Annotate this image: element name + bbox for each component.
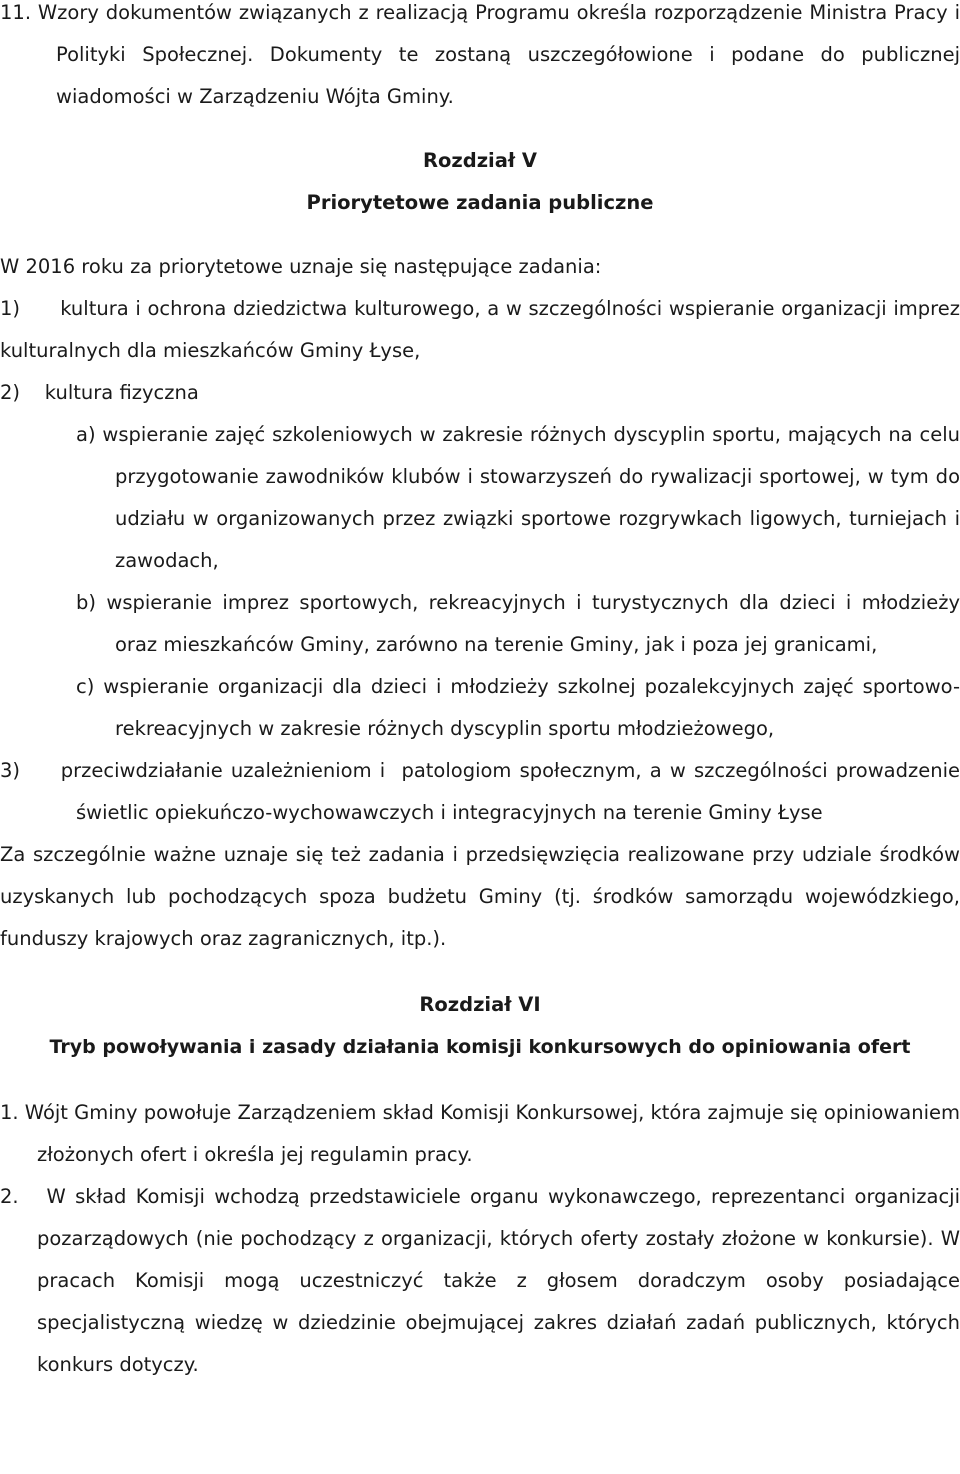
priority-item-2b: b) wspieranie imprez sportowych, rekreacyjnych i turystycznych dla dzieci i młodzieży oraz mieszkańców Gminy, zarówno na terenie Gminy, jak i poza jej granicami,: [76, 591, 960, 656]
priority-item-2a: a) wspieranie zajęć szkoleniowych w zakresie różnych dyscyplin sportu, mających na celu przygotowanie zawodników klubów i stowarzyszeń do rywalizacji sportowej, w tym do udziału w organizowanych przez związki sportowe rozgrywkach ligowych, turniejach i zawodach,: [76, 423, 960, 572]
chapter-vi-title: Tryb powoływania i zasady działania komisji konkursowych do opiniowania ofert: [49, 1036, 911, 1058]
commission-paragraph-1: 1. Wójt Gminy powołuje Zarządzeniem skład Komisji Konkursowej, która zajmuje się opiniowaniem złożonych ofert i określa jej regulamin pracy.: [0, 1101, 960, 1166]
commission-paragraph-2: 2. W skład Komisji wchodzą przedstawiciele organu wykonawczego, reprezentanci organizacji pozarządowych (nie pochodzący z organizacji, których oferty zostały złożone w konkursie). W pracach Komisji mogą uczestniczyć także z głosem doradczym osoby posiadające specjalistyczną wiedzę w dziedzinie obejmującej zakres działań zadań publicznych, których konkurs dotyczy.: [0, 1185, 960, 1376]
paragraph-11: 11. Wzory dokumentów związanych z realizacją Programu określa rozporządzenie Ministra Pracy i Polityki Społecznej. Dokumenty te zostaną uszczegółowione i podane do publicznej wiadomości w Zarządzeniu Wójta Gminy.: [0, 1, 960, 108]
chapter-v-note: Za szczególnie ważne uznaje się też zadania i przedsięwzięcia realizowane przy udziale środków uzyskanych lub pochodzących spoza budżetu Gminy (tj. środków samorządu wojewódzkiego, funduszy krajowych oraz zagranicznych, itp.).: [0, 843, 960, 950]
chapter-v-intro: W 2016 roku za priorytetowe uznaje się następujące zadania:: [0, 255, 602, 278]
priority-item-2: 2) kultura fizyczna: [0, 381, 199, 404]
priority-item-1: 1) kultura i ochrona dziedzictwa kulturowego, a w szczególności wspieranie organizacji imprez kulturalnych dla mieszkańców Gminy Łyse,: [0, 297, 960, 362]
chapter-v-heading: Rozdział V: [422, 149, 538, 172]
chapter-vi-heading: Rozdział VI: [419, 993, 541, 1016]
priority-item-2c: c) wspieranie organizacji dla dzieci i młodzieży szkolnej pozalekcyjnych zajęć sportowo-rekreacyjnych w zakresie różnych dyscyplin sportu młodzieżowego,: [76, 675, 960, 740]
chapter-v-title: Priorytetowe zadania publiczne: [306, 191, 654, 214]
priority-item-3: 3) przeciwdziałanie uzależnieniom i patologiom społecznym, a w szczególności prowadzenie świetlic opiekuńczo-wychowawczych i integracyjnych na terenie Gminy Łyse: [0, 759, 960, 824]
